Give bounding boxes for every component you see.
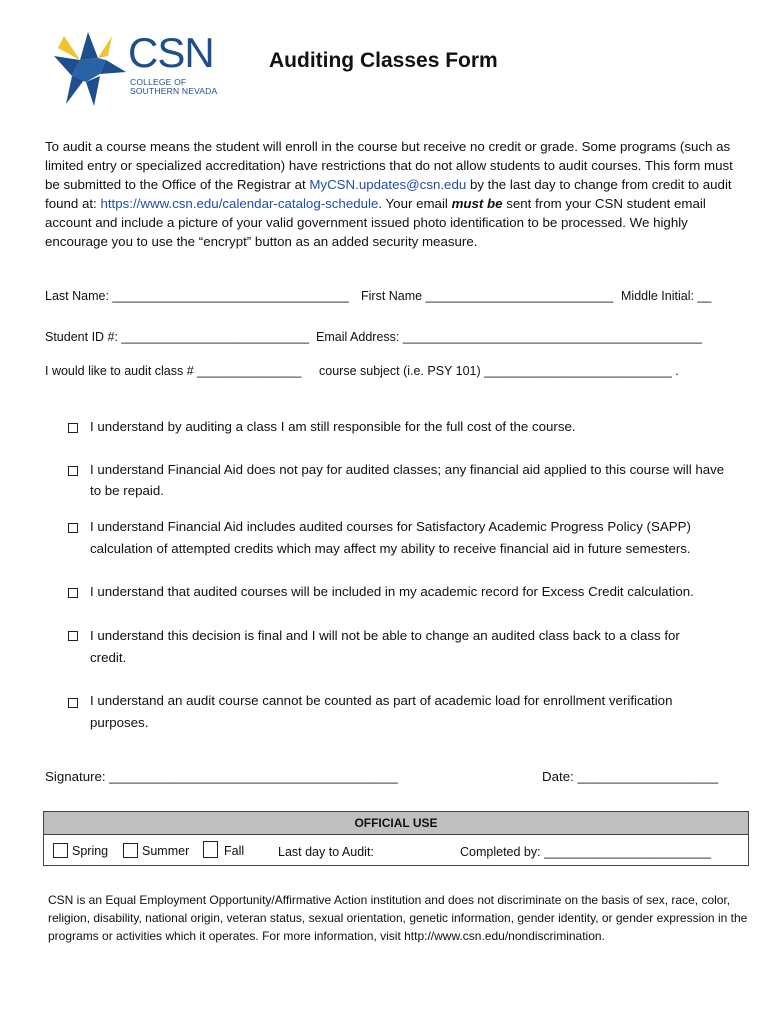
audit-class-field[interactable]: I would like to audit class # _______________ xyxy=(45,364,302,378)
intro-text-1: To audit a course means the student will enroll in the course but receive no credit or grade. Some programs (such as limited entry or specialized accreditation) have restrictions that do not allow students to audit courses. This form must be submitted to the Office of the Registrar at xyxy=(45,139,733,192)
statement-2: I understand Financial Aid does not pay for audited classes; any financial aid applied to this course will have to be repaid. xyxy=(90,462,725,498)
completed-by-field[interactable]: Completed by: ________________________ xyxy=(460,845,711,859)
intro-text-2: by the last day to change from credit to audit found at: xyxy=(45,177,732,211)
intro-paragraph xyxy=(45,137,735,251)
email-address-field[interactable]: Email Address: ___________________________________________ xyxy=(316,330,702,344)
statement-3: I understand Financial Aid includes audited courses for Satisfactory Academic Progress Policy (SAPP) calculation of attempted credits which may affect my ability to receive financial aid in future semesters. xyxy=(90,519,691,556)
logo-wordmark: CSN xyxy=(128,29,214,76)
student-id-field[interactable]: Student ID #: ___________________________ xyxy=(45,330,310,344)
statement-checkbox-3[interactable] xyxy=(68,523,78,533)
statement-checkbox-2[interactable] xyxy=(68,466,78,476)
spring-label: Spring xyxy=(72,844,109,858)
summer-label: Summer xyxy=(142,844,190,858)
logo-subline-2: SOUTHERN NEVADA xyxy=(130,86,218,96)
last-day-to-audit-label: Last day to Audit: xyxy=(278,845,374,859)
star-emblem-icon xyxy=(50,30,128,110)
first-name-field[interactable]: First Name ___________________________ xyxy=(361,289,614,303)
statement-5: I understand this decision is final and I will not be able to change an audited class back to a class for credit. xyxy=(90,628,680,665)
fall-checkbox[interactable] xyxy=(203,841,218,858)
course-subject-field[interactable]: course subject (i.e. PSY 101) ___________________________ . xyxy=(319,364,679,378)
statement-checkbox-4[interactable] xyxy=(68,588,78,598)
statement-4: I understand that audited courses will be included in my academic record for Excess Credit calculation. xyxy=(90,584,694,599)
date-field[interactable]: Date: ___________________ xyxy=(542,769,718,784)
statement-checkbox-1[interactable] xyxy=(68,423,78,433)
statement-6: I understand an audit course cannot be counted as part of academic load for enrollment verification purposes. xyxy=(90,693,673,730)
signature-field[interactable]: Signature: _______________________________________ xyxy=(45,769,398,784)
intro-text-4: sent from your CSN student email account and include a picture of your valid government issued photo identification to be processed. We highly encourage you to use the “encrypt” button as an added security measure. xyxy=(45,196,706,249)
spring-checkbox[interactable] xyxy=(53,843,68,858)
fall-label: Fall xyxy=(224,844,245,858)
summer-checkbox[interactable] xyxy=(123,843,138,858)
middle-initial-field[interactable]: Middle Initial: __ xyxy=(621,289,712,303)
statement-checkbox-6[interactable] xyxy=(68,698,78,708)
registrar-email-link[interactable]: MyCSN.updates@csn.edu xyxy=(309,177,467,192)
page-title: Auditing Classes Form xyxy=(269,49,498,72)
statement-checkbox-5[interactable] xyxy=(68,631,78,641)
nondiscrimination-footer: CSN is an Equal Employment Opportunity/Affirmative Action institution and does not discriminate on the basis of sex, race, color, religion, disability, national origin, veteran status, sexual orientation, genetic information, gender identity, or gender expression in the programs or activities which it operates. For more information, visit http://www.csn.edu/nondiscrimination. xyxy=(48,893,748,943)
intro-emphasis: must be xyxy=(451,196,503,211)
official-use-row xyxy=(44,835,748,867)
intro-text-3: . Your email xyxy=(378,196,452,211)
statement-1: I understand by auditing a class I am still responsible for the full cost of the course. xyxy=(90,419,576,434)
logo-subline-1: COLLEGE OF xyxy=(130,77,187,87)
calendar-link[interactable]: https://www.csn.edu/calendar-catalog-schedule xyxy=(100,196,379,211)
csn-logo xyxy=(50,30,220,110)
official-use-header: OFFICIAL USE xyxy=(44,812,748,835)
official-use-box xyxy=(43,811,749,866)
last-name-field[interactable]: Last Name: __________________________________ xyxy=(45,289,349,303)
